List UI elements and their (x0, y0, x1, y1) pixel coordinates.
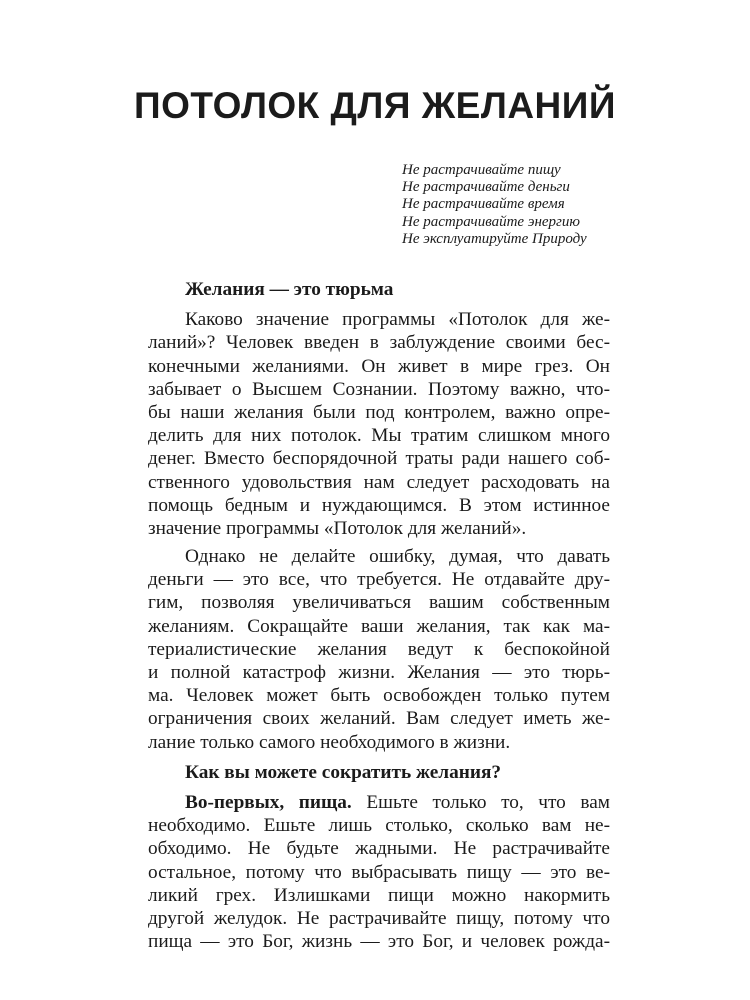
text-line (148, 791, 610, 814)
chapter-title: ПОТОЛОК ДЛЯ ЖЕЛАНИЙ (134, 85, 616, 126)
epigraph-line: Не растрачивайте деньги (402, 179, 570, 196)
text-line: другой желудок. Не растрачивайте пищу, потому что (148, 907, 610, 929)
text-line: гим, позволяя увеличиваться вашим собственным (148, 592, 610, 614)
body-text (148, 278, 610, 953)
text-line: деньги — это все, что требуется. Не отдавайте дру- (148, 569, 610, 591)
text-line: помощь бедным и нуждающимся. В этом истинное (148, 494, 610, 516)
lead-rest: Ешьте только то, что вам (351, 791, 610, 813)
text-line: забывает о Высшем Сознании. Поэтому важно, что- (148, 378, 610, 400)
text-line: Однако не делайте ошибку, думая, что давать (185, 546, 610, 568)
text-line: ликий грех. Излишками пищи можно накормить (148, 884, 610, 906)
text-line: и полной катастроф жизни. Желания — это тюрь- (148, 662, 610, 683)
text-line: конечными желаниями. Он живет в мире грез. Он (148, 355, 610, 377)
text-line: делить для них потолок. Мы тратим слишком много (148, 425, 610, 447)
text-line: ма. Человек может быть освобожден только путем (148, 685, 610, 707)
text-line: ственного удовольствия нам следует расходовать на (148, 471, 610, 493)
text-line: пища — это Бог, жизнь — это Бог, и человек рожда- (148, 931, 610, 953)
text-line: обходимо. Не будьте жадными. Не растрачивайте (148, 838, 610, 860)
epigraph-line: Не эксплуатируйте Природу (402, 230, 587, 247)
text-line: ланий»? Человек введен в заблуждение своими бес- (148, 332, 610, 354)
text-line: ограничения своих желаний. Вам следует иметь же- (148, 708, 610, 730)
epigraph-line: Не растрачивайте время (402, 196, 565, 213)
section-heading: Желания — это тюрьма (185, 279, 394, 300)
text-line: желаниям. Сокращайте ваши желания, так как ма- (148, 615, 610, 637)
text-line: денег. Вместо беспорядочной траты ради нашего соб- (148, 448, 610, 470)
text-line: лание только самого необходимого в жизни. (148, 731, 511, 753)
epigraph-line: Не растрачивайте пищу (402, 162, 561, 178)
text-line: необходимо. Ешьте лишь столько, сколько вам не- (148, 815, 610, 837)
text-line: териалистические желания ведут к беспокойной (148, 638, 610, 660)
paragraph (148, 791, 610, 953)
text-line: бы наши желания были под контролем, важно опре- (148, 401, 610, 423)
paragraph (148, 545, 610, 754)
text-line: Каково значение программы «Потолок для же- (185, 309, 610, 331)
paragraph (148, 308, 610, 540)
text-line: значение программы «Потолок для желаний». (148, 517, 527, 539)
section-heading: Как вы можете сократить желания? (185, 761, 502, 783)
text-line: остальное, потому что выбрасывать пищу — это ве- (148, 861, 610, 883)
lead-bold: Во-первых, пища. (185, 791, 352, 813)
epigraph (402, 162, 662, 248)
epigraph-line: Не растрачивайте энергию (402, 213, 580, 230)
